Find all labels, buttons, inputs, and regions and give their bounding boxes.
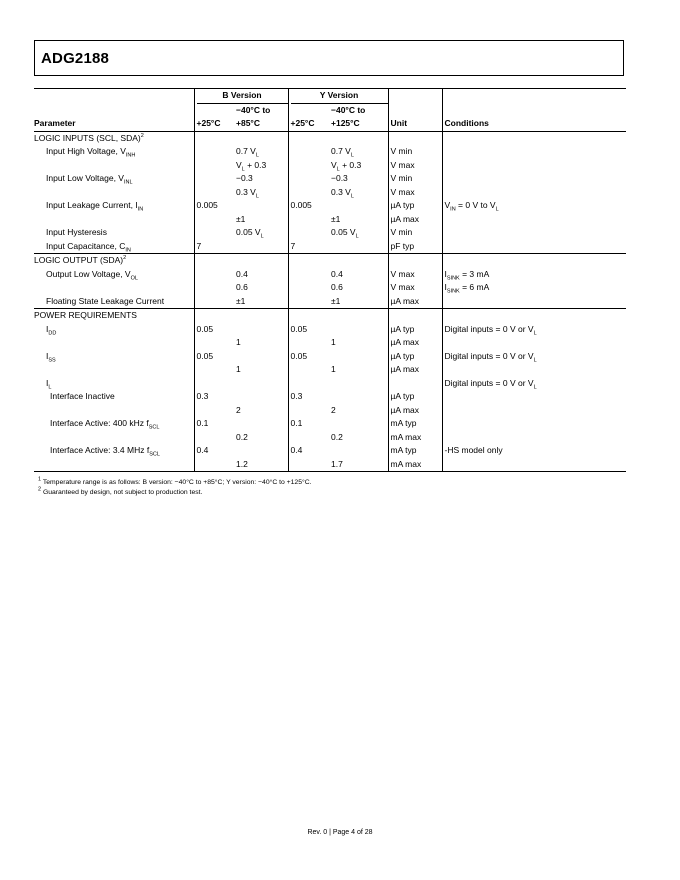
cell-condition: Digital inputs = 0 V or $V_L$ bbox=[442, 323, 626, 337]
param-label: Floating State Leakage Current bbox=[46, 295, 165, 306]
cell-unit: µA typ bbox=[388, 350, 442, 364]
logic-output-section bbox=[34, 254, 626, 309]
table-row bbox=[34, 377, 626, 391]
param-label: Input High Voltage, $V_{INH}$ bbox=[46, 146, 136, 159]
cell-unit: µA typ bbox=[388, 199, 442, 213]
cell-value: 0.2 bbox=[236, 431, 248, 442]
cell-value: ±1 bbox=[331, 213, 341, 224]
y-range-heading-line2: +125°C bbox=[331, 117, 388, 131]
table-row bbox=[34, 458, 626, 472]
table-row bbox=[34, 404, 626, 418]
cell-value: 0.4 bbox=[288, 444, 331, 458]
conditions-heading: Conditions bbox=[442, 117, 626, 131]
footnotes bbox=[38, 478, 312, 498]
table-row bbox=[34, 145, 626, 159]
cell-unit: V min bbox=[388, 172, 442, 186]
param-label: Input Capacitance, $C_{IN}$ bbox=[46, 240, 131, 254]
cell-unit: µA max bbox=[388, 363, 442, 377]
cell-value: 0.05 $V_L$ bbox=[236, 227, 264, 240]
cell-unit: mA typ bbox=[388, 417, 442, 431]
section-title: LOGIC OUTPUT (SDA) bbox=[34, 255, 124, 265]
param-label: Output Low Voltage, $V_{OL}$ bbox=[46, 268, 138, 282]
cell-unit: µA max bbox=[388, 295, 442, 309]
y-25c-heading: +25°C bbox=[288, 117, 331, 131]
table-row bbox=[34, 159, 626, 173]
b-version-heading: B Version bbox=[197, 89, 288, 104]
cell-condition: $I_{SINK} = 3$ mA bbox=[442, 268, 626, 282]
cell-value: 0.1 bbox=[288, 417, 331, 431]
param-label: $I_{SS}$ bbox=[46, 350, 56, 364]
cell-value: 7 bbox=[288, 240, 331, 254]
param-label: Interface Active: 3.4 MHz $f_{SCL}$ bbox=[50, 445, 160, 458]
cell-unit: µA max bbox=[388, 336, 442, 350]
cell-unit: V min bbox=[388, 226, 442, 240]
cell-value: 0.4 bbox=[331, 268, 343, 279]
cell-value: 0.3 $V_L$ bbox=[236, 186, 259, 200]
cell-condition: Digital inputs = 0 V or $V_L$ bbox=[442, 377, 626, 391]
cell-condition: $I_{SINK} = 6$ mA bbox=[442, 281, 626, 295]
cell-value: 1 bbox=[236, 364, 241, 374]
y-version-heading: Y Version bbox=[291, 89, 388, 104]
param-label: Interface Active: 400 kHz $f_{SCL}$ bbox=[50, 418, 160, 431]
table-row bbox=[34, 431, 626, 445]
cell-condition: $V_{IN} = 0$ V to $V_L$ bbox=[442, 199, 626, 213]
part-number-title: ADG2188 bbox=[41, 50, 110, 67]
b-range-heading-line1: −40°C to bbox=[236, 104, 271, 115]
cell-value: ±1 bbox=[236, 213, 246, 224]
cell-unit: µA typ bbox=[388, 323, 442, 337]
param-label: $I_L$ bbox=[46, 377, 52, 391]
table-row bbox=[34, 213, 626, 227]
cell-value: 0.4 bbox=[194, 444, 236, 458]
cell-value: 2 bbox=[331, 404, 336, 415]
header-row-labels bbox=[34, 117, 626, 131]
cell-value: 1.7 bbox=[331, 458, 388, 472]
footnote-2: $^2$ Guaranteed by design, not subject to production test. bbox=[38, 486, 203, 496]
footnote-ref: 2 bbox=[140, 132, 144, 139]
cell-value: 0.6 bbox=[236, 282, 248, 292]
cell-unit: V max bbox=[388, 268, 442, 282]
cell-unit: mA max bbox=[388, 458, 442, 472]
table-row bbox=[34, 240, 626, 254]
cell-value: 0.7 $V_L$ bbox=[236, 146, 259, 159]
cell-value: 2 bbox=[236, 404, 241, 415]
cell-value: 0.05 bbox=[288, 350, 331, 364]
cell-value: 0.1 bbox=[194, 417, 236, 431]
cell-value: 0.005 bbox=[194, 199, 236, 213]
table-row bbox=[34, 295, 626, 309]
footnote-ref: 2 bbox=[123, 255, 127, 262]
table-row bbox=[34, 336, 626, 350]
cell-unit: mA max bbox=[388, 431, 442, 445]
table-row bbox=[34, 281, 626, 295]
cell-value: 0.005 bbox=[288, 199, 331, 213]
cell-value: 0.7 $V_L$ bbox=[331, 146, 354, 159]
cell-value: 0.05 bbox=[194, 350, 236, 364]
param-label: $I_{DD}$ bbox=[46, 323, 57, 337]
table-row bbox=[34, 172, 626, 186]
param-label: Input Hysteresis bbox=[46, 227, 107, 237]
cell-value: 0.05 bbox=[194, 323, 236, 337]
cell-value: 0.2 bbox=[331, 431, 343, 442]
table-row bbox=[34, 186, 626, 200]
table-row bbox=[34, 226, 626, 240]
section-title-row bbox=[34, 131, 626, 145]
header-row-versions bbox=[34, 89, 626, 104]
cell-value: 0.3 bbox=[288, 390, 331, 404]
page-footer: Rev. 0 | Page 4 of 28 bbox=[307, 829, 373, 836]
param-label: Input Leakage Current, $I_{IN}$ bbox=[46, 200, 144, 213]
cell-value: 1 bbox=[331, 337, 336, 347]
table-row bbox=[34, 323, 626, 337]
table-row bbox=[34, 444, 626, 458]
unit-heading: Unit bbox=[388, 117, 442, 131]
cell-unit: V max bbox=[388, 281, 442, 295]
specifications-table bbox=[34, 88, 626, 472]
power-requirements-section bbox=[34, 309, 626, 472]
cell-value: 0.6 bbox=[331, 282, 343, 292]
parameter-heading: Parameter bbox=[34, 117, 194, 131]
table-row bbox=[34, 390, 626, 404]
param-label: Input Low Voltage, $V_{INL}$ bbox=[46, 173, 133, 186]
cell-value: 0.3 bbox=[194, 390, 236, 404]
logic-inputs-section bbox=[34, 131, 626, 254]
footnote-1: $^1$ Temperature range is as follows: B version: −40°C to +85°C; Y version: −40°C to +125°C. bbox=[38, 476, 312, 486]
cell-value: 0.05 bbox=[288, 323, 331, 337]
document-header-box bbox=[34, 40, 624, 76]
section-title-row bbox=[34, 309, 626, 323]
section-title: LOGIC INPUTS (SCL, SDA) bbox=[34, 132, 141, 143]
table-row bbox=[34, 363, 626, 377]
cell-value: 1 bbox=[331, 364, 336, 374]
cell-value: 0.4 bbox=[236, 268, 248, 279]
cell-unit: µA typ bbox=[388, 390, 442, 404]
cell-unit: pF typ bbox=[388, 240, 442, 254]
b-25c-heading: +25°C bbox=[194, 117, 236, 131]
section-title-row bbox=[34, 254, 626, 268]
cell-value: ±1 bbox=[331, 295, 341, 306]
param-label: Interface Inactive bbox=[50, 391, 115, 401]
cell-value: 0.05 $V_L$ bbox=[331, 227, 359, 240]
cell-value: $V_L + 0.3$ bbox=[236, 159, 267, 173]
cell-value: −0.3 bbox=[331, 173, 348, 183]
cell-condition: Digital inputs = 0 V or $V_L$ bbox=[442, 350, 626, 364]
cell-value: ±1 bbox=[236, 295, 246, 306]
cell-unit: mA typ bbox=[388, 444, 442, 458]
table-row bbox=[34, 350, 626, 364]
cell-value: −0.3 bbox=[236, 173, 253, 183]
b-range-heading-line2: +85°C bbox=[236, 117, 288, 131]
cell-unit: V min bbox=[388, 145, 442, 159]
cell-value: 0.3 $V_L$ bbox=[331, 186, 354, 200]
table-row bbox=[34, 268, 626, 282]
table-header bbox=[34, 89, 626, 132]
cell-value: 1 bbox=[236, 337, 241, 347]
section-title: POWER REQUIREMENTS bbox=[34, 309, 194, 323]
cell-value: 1.2 bbox=[236, 458, 288, 472]
cell-value: 7 bbox=[194, 240, 236, 254]
header-row-ranges-1 bbox=[34, 104, 626, 118]
cell-condition: -HS model only bbox=[442, 444, 626, 458]
cell-unit: V max bbox=[388, 159, 442, 173]
cell-value: $V_L + 0.3$ bbox=[331, 159, 362, 173]
table-row bbox=[34, 417, 626, 431]
cell-unit: V max bbox=[388, 186, 442, 200]
cell-unit: µA max bbox=[388, 213, 442, 227]
table-row bbox=[34, 199, 626, 213]
y-range-heading-line1: −40°C to bbox=[331, 104, 366, 115]
cell-unit: µA max bbox=[388, 404, 442, 418]
